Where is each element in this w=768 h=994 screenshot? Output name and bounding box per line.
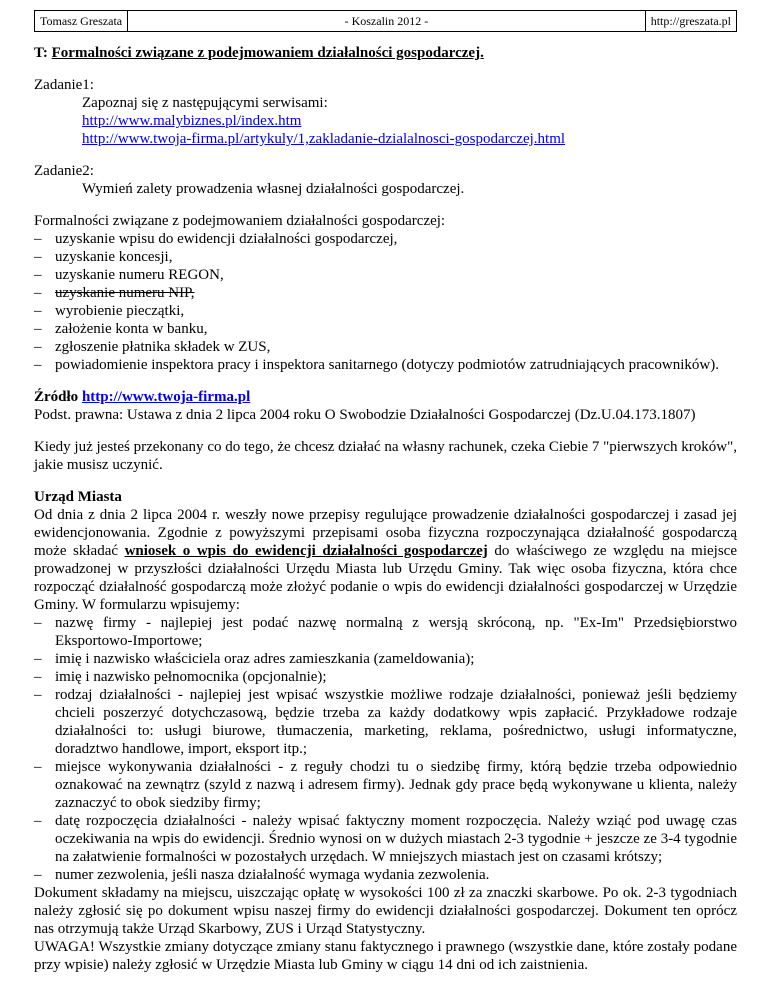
list-item: – uzyskanie wpisu do ewidencji działalności gospodarczej, [34, 230, 737, 248]
document-page [34, 10, 737, 974]
task1-section [34, 76, 737, 148]
task2-text: Wymień zalety prowadzenia własnej działalności gospodarczej. [82, 181, 465, 197]
paragraph-text: do właściwego ze względu na miejsce prowadzonej w przyszłości działalności Urzędu Miasta lub Urzędu Gminy. Tak więc osoba fizyczna, która chce rozpocząć działalność gospodarczą może złożyć podanie o wpis do ewidencji działalności gospodarczej w Urzędzie Gminy. W formularzu wpisujemy: [34, 543, 737, 613]
task2-label: Zadanie2: [34, 163, 94, 179]
list-item: – imię i nazwisko właściciela oraz adres zamieszkania (zameldowania); [34, 650, 737, 668]
list-item: – powiadomienie inspektora pracy i inspektora sanitarnego (dotyczy podmiotów zatrudniających pracowników). [34, 356, 737, 374]
list-item: – datę rozpoczęcia działalności - należy wpisać faktyczny moment rozpoczęcia. Należy wziąć pod uwagę czas oczekiwania na wpis do ewidencji. Średnio wynosi on w dużych miastach 2-3 tygodnie + jeszcze ze 3-4 tygodnie na załatwienie formalności w pozostałych urzędach. W mniejszych miastach jest on czasami krótszy; [34, 812, 737, 866]
task1-intro: Zapoznaj się z następującymi serwisami: [82, 95, 328, 111]
page-title [34, 44, 737, 62]
list-item: – miejsce wykonywania działalności - z reguły chodzi tu o siedzibę firmy, którą będzie trzeba odpowiednio oznakować na zewnątrz (szyld z nazwą i adresem firmy). Jednak gdy prace będą wykonywane u klienta, należy zaznaczyć to obok siedziby firmy; [34, 758, 737, 812]
source-label: Źródło [34, 389, 82, 405]
header-location: - Koszalin 2012 - [127, 11, 646, 31]
page-header [34, 10, 737, 32]
city-office-paragraph [34, 506, 737, 614]
list-item: – rodzaj działalności - najlepiej jest wpisać wszystkie możliwe rodzaje działalności, ponieważ jeśli będziemy chcieli poszerzyć dotychczasową, będzie trzeba za każdy dodatkowy wpis zapłacić. Przykładowe rodzaje działalności to: usługi biurowe, tłumaczenia, marketing, reklama, pośrednictwo, usługi informatyczne, doradztwo handlowe, import, eksport itp.; [34, 686, 737, 758]
formalities-section [34, 212, 737, 374]
task1-link-malybiznes[interactable]: http://www.malybiznes.pl/index.htm [82, 113, 302, 129]
warning-paragraph: UWAGA! Wszystkie zmiany dotyczące zmiany stanu faktycznego i prawnego (wszystkie dane, które zostały podane przy wpisie) należy zgłosić w Urzędzie Miasta lub Gminy w ciągu 14 dni od ich zaistnienia. [34, 939, 737, 973]
task2-section [34, 162, 737, 198]
form-fields-list [34, 614, 737, 884]
intro-paragraph: Kiedy już jesteś przekonany co do tego, że chcesz działać na własny rachunek, czeka Ciebie 7 "pierwszych kroków", jakie musisz uczynić. [34, 439, 737, 473]
source-link[interactable]: http://www.twoja-firma.pl [81, 389, 251, 405]
city-office-heading: Urząd Miasta [34, 489, 122, 505]
list-item: – imię i nazwisko pełnomocnika (opcjonalnie); [34, 668, 737, 686]
list-item: – uzyskanie koncesji, [34, 248, 737, 266]
list-item: – numer zezwolenia, jeśli nasza działalność wymaga wydania zezwolenia. [34, 866, 737, 884]
list-item: – wyrobienie pieczątki, [34, 302, 737, 320]
closing-paragraph: Dokument składamy na miejscu, uiszczając opłatę w wysokości 100 zł za znaczki skarbowe. Po ok. 2-3 tygodniach należy zgłosić się po dokument wpisu naszej firmy do ewidencji działalności gospodarczej. Dokument ten oprócz nas otrzymują także Urząd Skarbowy, ZUS i Urząd Statystyczny. [34, 885, 737, 937]
source-legal: Podst. prawna: Ustawa z dnia 2 lipca 2004 roku O Swobodzie Działalności Gospodarczej (Dz.U.04.173.1807) [34, 407, 696, 423]
list-item-struck: – uzyskanie numeru NIP, [34, 284, 737, 302]
title-text: Formalności związane z podejmowaniem działalności gospodarczej. [51, 45, 484, 61]
header-site: http://greszata.pl [650, 14, 731, 28]
list-item: – uzyskanie numeru REGON, [34, 266, 737, 284]
paragraph-text: Od dnia z dnia 2 lipca 2004 r. weszły nowe przepisy regulujące prowadzenie działalności gospodarczej i zasad jej ewidencjonowania. Zgodnie z powyższymi przepisami osoba fizyczna rozpoczynająca działalność gospodarczą może składać [34, 507, 737, 559]
source-section [34, 388, 737, 424]
application-highlight: wniosek o wpis do ewidencji działalności gospodarczej [124, 543, 488, 559]
list-item: – zgłoszenie płatnika składek w ZUS, [34, 338, 737, 356]
task1-label: Zadanie1: [34, 77, 94, 93]
city-office-section [34, 488, 737, 974]
formalities-heading: Formalności związane z podejmowaniem działalności gospodarczej: [34, 213, 446, 229]
title-prefix: T: [34, 45, 52, 61]
header-author: Tomasz Greszata [40, 14, 123, 28]
formalities-list [34, 230, 737, 374]
list-item: – założenie konta w banku, [34, 320, 737, 338]
task1-link-twoja-firma[interactable]: http://www.twoja-firma.pl/artykuly/1,zakladanie-dzialalnosci-gospodarczej.html [82, 131, 566, 147]
list-item: – nazwę firmy - najlepiej jest podać nazwę normalną z wersją skróconą, np. "Ex-Im" Przedsiębiorstwo Eksportowo-Importowe; [34, 614, 737, 650]
